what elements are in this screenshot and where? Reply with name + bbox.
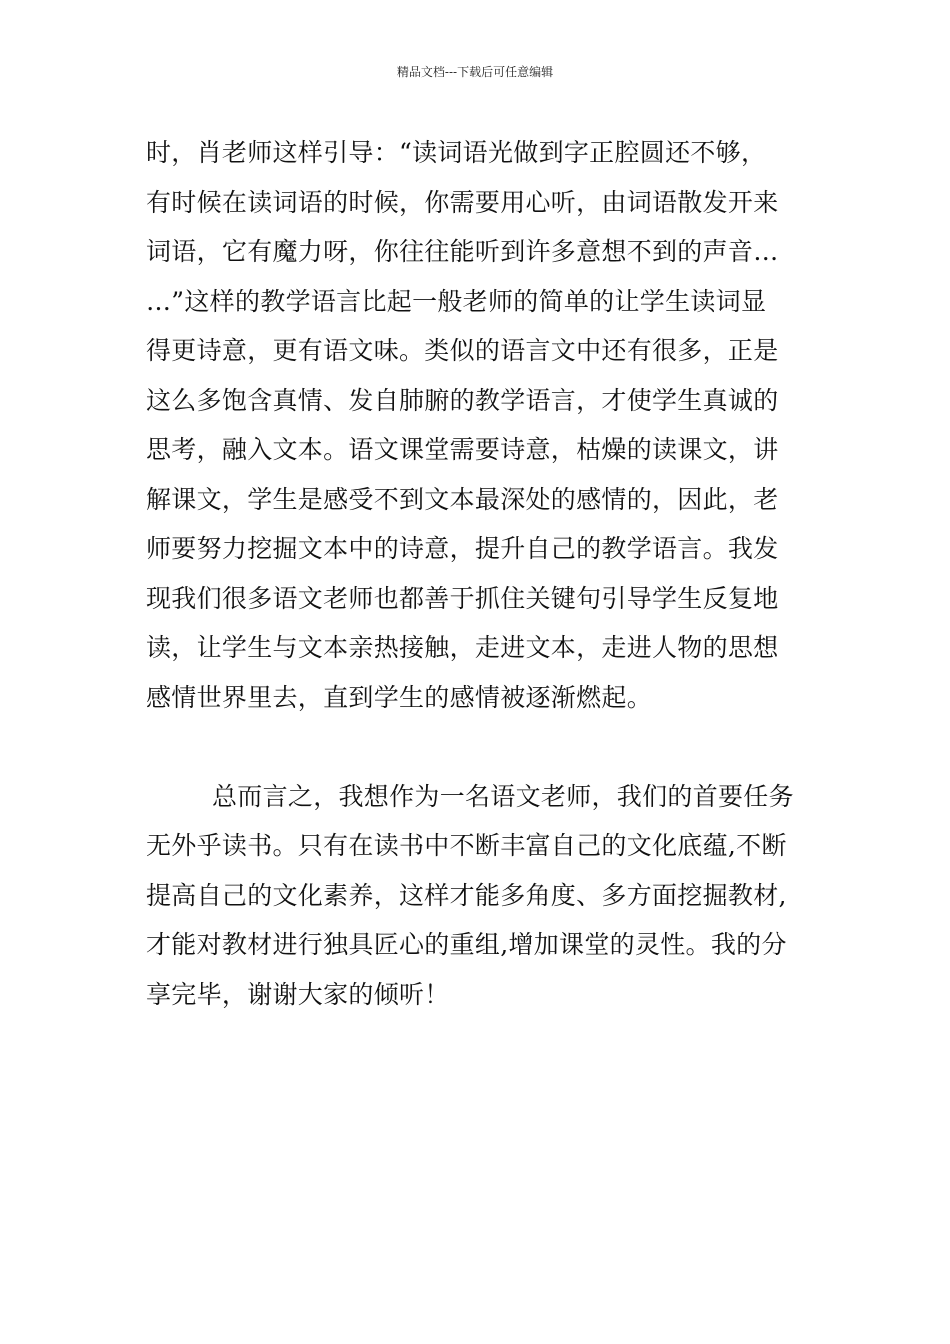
- text-line: 思考，融入文本。语文课堂需要诗意，枯燥的读课文，讲: [146, 435, 779, 464]
- text-line: 读，让学生与文本亲热接触，走进文本，走进人物的思想: [146, 633, 779, 662]
- text-line: 得更诗意，更有语文味。类似的语言文中还有很多，正是: [146, 336, 779, 365]
- text-line: …”这样的教学语言比起一般老师的简单的让学生读词显: [146, 286, 767, 316]
- paragraph-1: [146, 128, 808, 722]
- text-line: 解课文，学生是感受不到文本最深处的感情的，因此，老: [146, 484, 779, 514]
- paragraph-2: [146, 772, 808, 1020]
- text-line: 时，肖老师这样引导：“读词语光做到字正腔圆还不够，: [146, 138, 767, 167]
- text-line: 享完毕，谢谢大家的倾听！: [146, 979, 450, 1009]
- text-line: 提高自己的文化素养，这样才能多角度、多方面挖掘教材,: [146, 880, 787, 910]
- document-body: [146, 128, 808, 1019]
- text-line: 有时候在读词语的时候，你需要用心听，由词语散发开来: [146, 187, 779, 217]
- text-line: 词语，它有魔力呀，你往往能听到许多意想不到的声音…: [146, 237, 779, 266]
- text-line: 感情世界里去，直到学生的感情被逐渐燃起。: [146, 682, 653, 712]
- text-line: 现我们很多语文老师也都善于抓住关键句引导学生反复地: [146, 583, 779, 613]
- text-line: 无外乎读书。只有在读书中不断丰富自己的文化底蕴,不断: [146, 831, 787, 860]
- paragraph-spacer: [146, 722, 808, 772]
- page-header: 精品文档---下载后可任意编辑: [396, 65, 554, 79]
- text-line: 总而言之，我想作为一名语文老师，我们的首要任务: [212, 781, 794, 811]
- text-line: 这么多饱含真情、发自肺腑的教学语言，才使学生真诚的: [146, 385, 779, 415]
- text-line: 师要努力挖掘文本中的诗意，提升自己的教学语言。我发: [146, 534, 779, 563]
- text-line: 才能对教材进行独具匠心的重组,增加课堂的灵性。我的分: [146, 930, 787, 959]
